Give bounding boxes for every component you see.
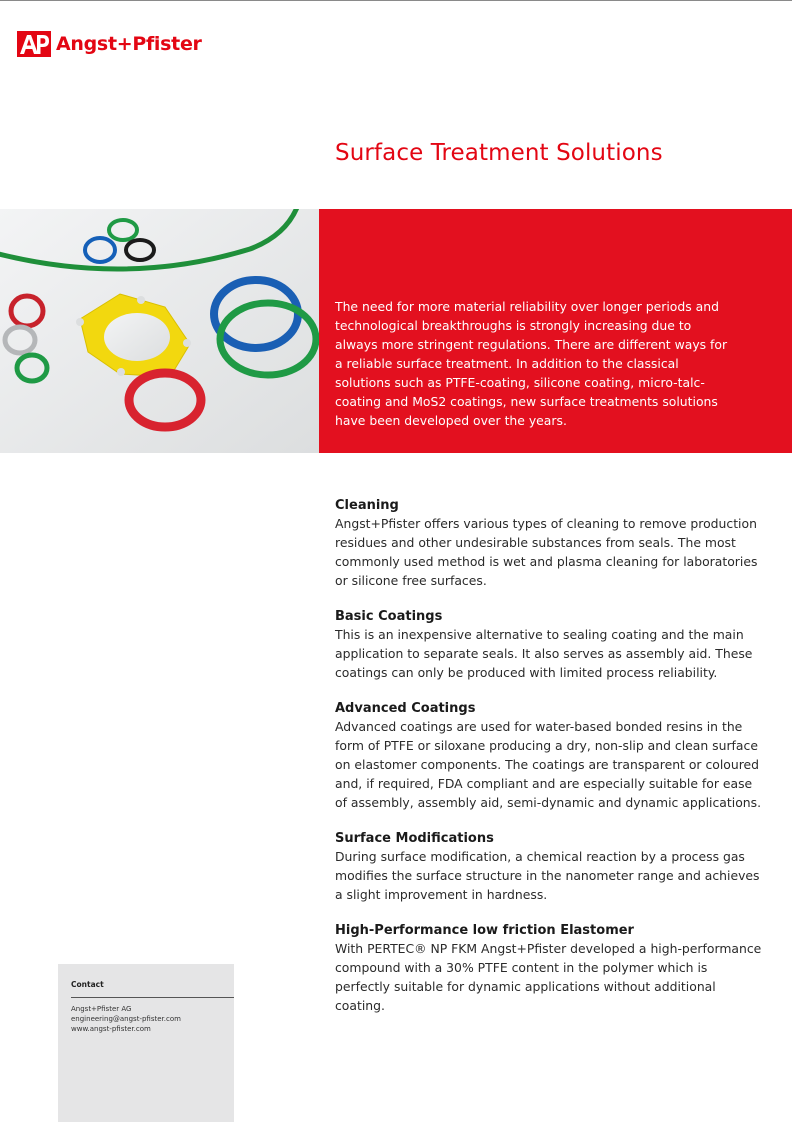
page-title: Surface Treatment Solutions xyxy=(335,140,663,166)
brand-name: Angst+Pfister xyxy=(56,33,202,55)
section-basic-coatings xyxy=(335,608,765,682)
section-heading: Surface Modifications xyxy=(335,831,494,846)
section-body: Angst+Pfister offers various types of cleaning to remove production residues and other undesirable substances from seals. The most commonly used method is wet and plasma cleaning for laboratories or silicone free surfaces. xyxy=(335,516,758,588)
brand-logo[interactable] xyxy=(17,30,202,58)
content-sections xyxy=(335,497,765,1033)
contact-heading: Contact xyxy=(71,980,104,989)
ap-logo-mark-icon xyxy=(17,31,51,57)
section-heading: Cleaning xyxy=(335,498,399,513)
section-body: With PERTEC® NP FKM Angst+Pfister developed a high-performance compound with a 30% PTFE content in the polymer which is perfectly suitable for dynamic applications without additional coating. xyxy=(335,941,762,1013)
top-rule xyxy=(0,0,792,1)
seals-rings-photo xyxy=(0,209,319,453)
contact-box xyxy=(58,964,234,1122)
section-body: This is an inexpensive alternative to sealing coating and the main application to separate seals. It also serves as assembly aid. These coatings can only be produced with limited process reliability. xyxy=(335,627,753,680)
section-heading: Basic Coatings xyxy=(335,609,443,624)
section-surface-modifications xyxy=(335,830,765,904)
contact-email-link[interactable]: engineering@angst-pfister.com xyxy=(71,1015,181,1023)
section-advanced-coatings xyxy=(335,700,765,812)
contact-company: Angst+Pfister AG xyxy=(71,1005,132,1013)
contact-website-link[interactable]: www.angst-pfister.com xyxy=(71,1025,151,1033)
intro-text: The need for more material reliability over longer periods and technological breakthroughs is strongly increasing due to always more stringent regulations. There are different ways for a reliable surface treatment. In addition to the classical solutions such as PTFE-coating, silicone coating, micro-talc-coating and MoS2 coatings, new surface treatments solutions have been developed over the years. xyxy=(335,299,728,428)
section-heading: Advanced Coatings xyxy=(335,701,476,716)
section-low-friction-elastomer xyxy=(335,922,765,1015)
section-heading: High-Performance low friction Elastomer xyxy=(335,923,634,938)
section-body: Advanced coatings are used for water-based bonded resins in the form of PTFE or siloxane producing a dry, non-slip and clean surface on elastomer components. The coatings are transparent or coloured and, if required, FDA compliant and are especially suitable for ease of assembly, assembly aid, semi-dynamic and dynamic applications. xyxy=(335,719,762,810)
intro-panel xyxy=(319,209,792,453)
contact-divider xyxy=(71,997,234,998)
section-cleaning xyxy=(335,497,765,590)
section-body: During surface modification, a chemical reaction by a process gas modifies the surface structure in the nanometer range and achieves a slight improvement in hardness. xyxy=(335,849,760,902)
